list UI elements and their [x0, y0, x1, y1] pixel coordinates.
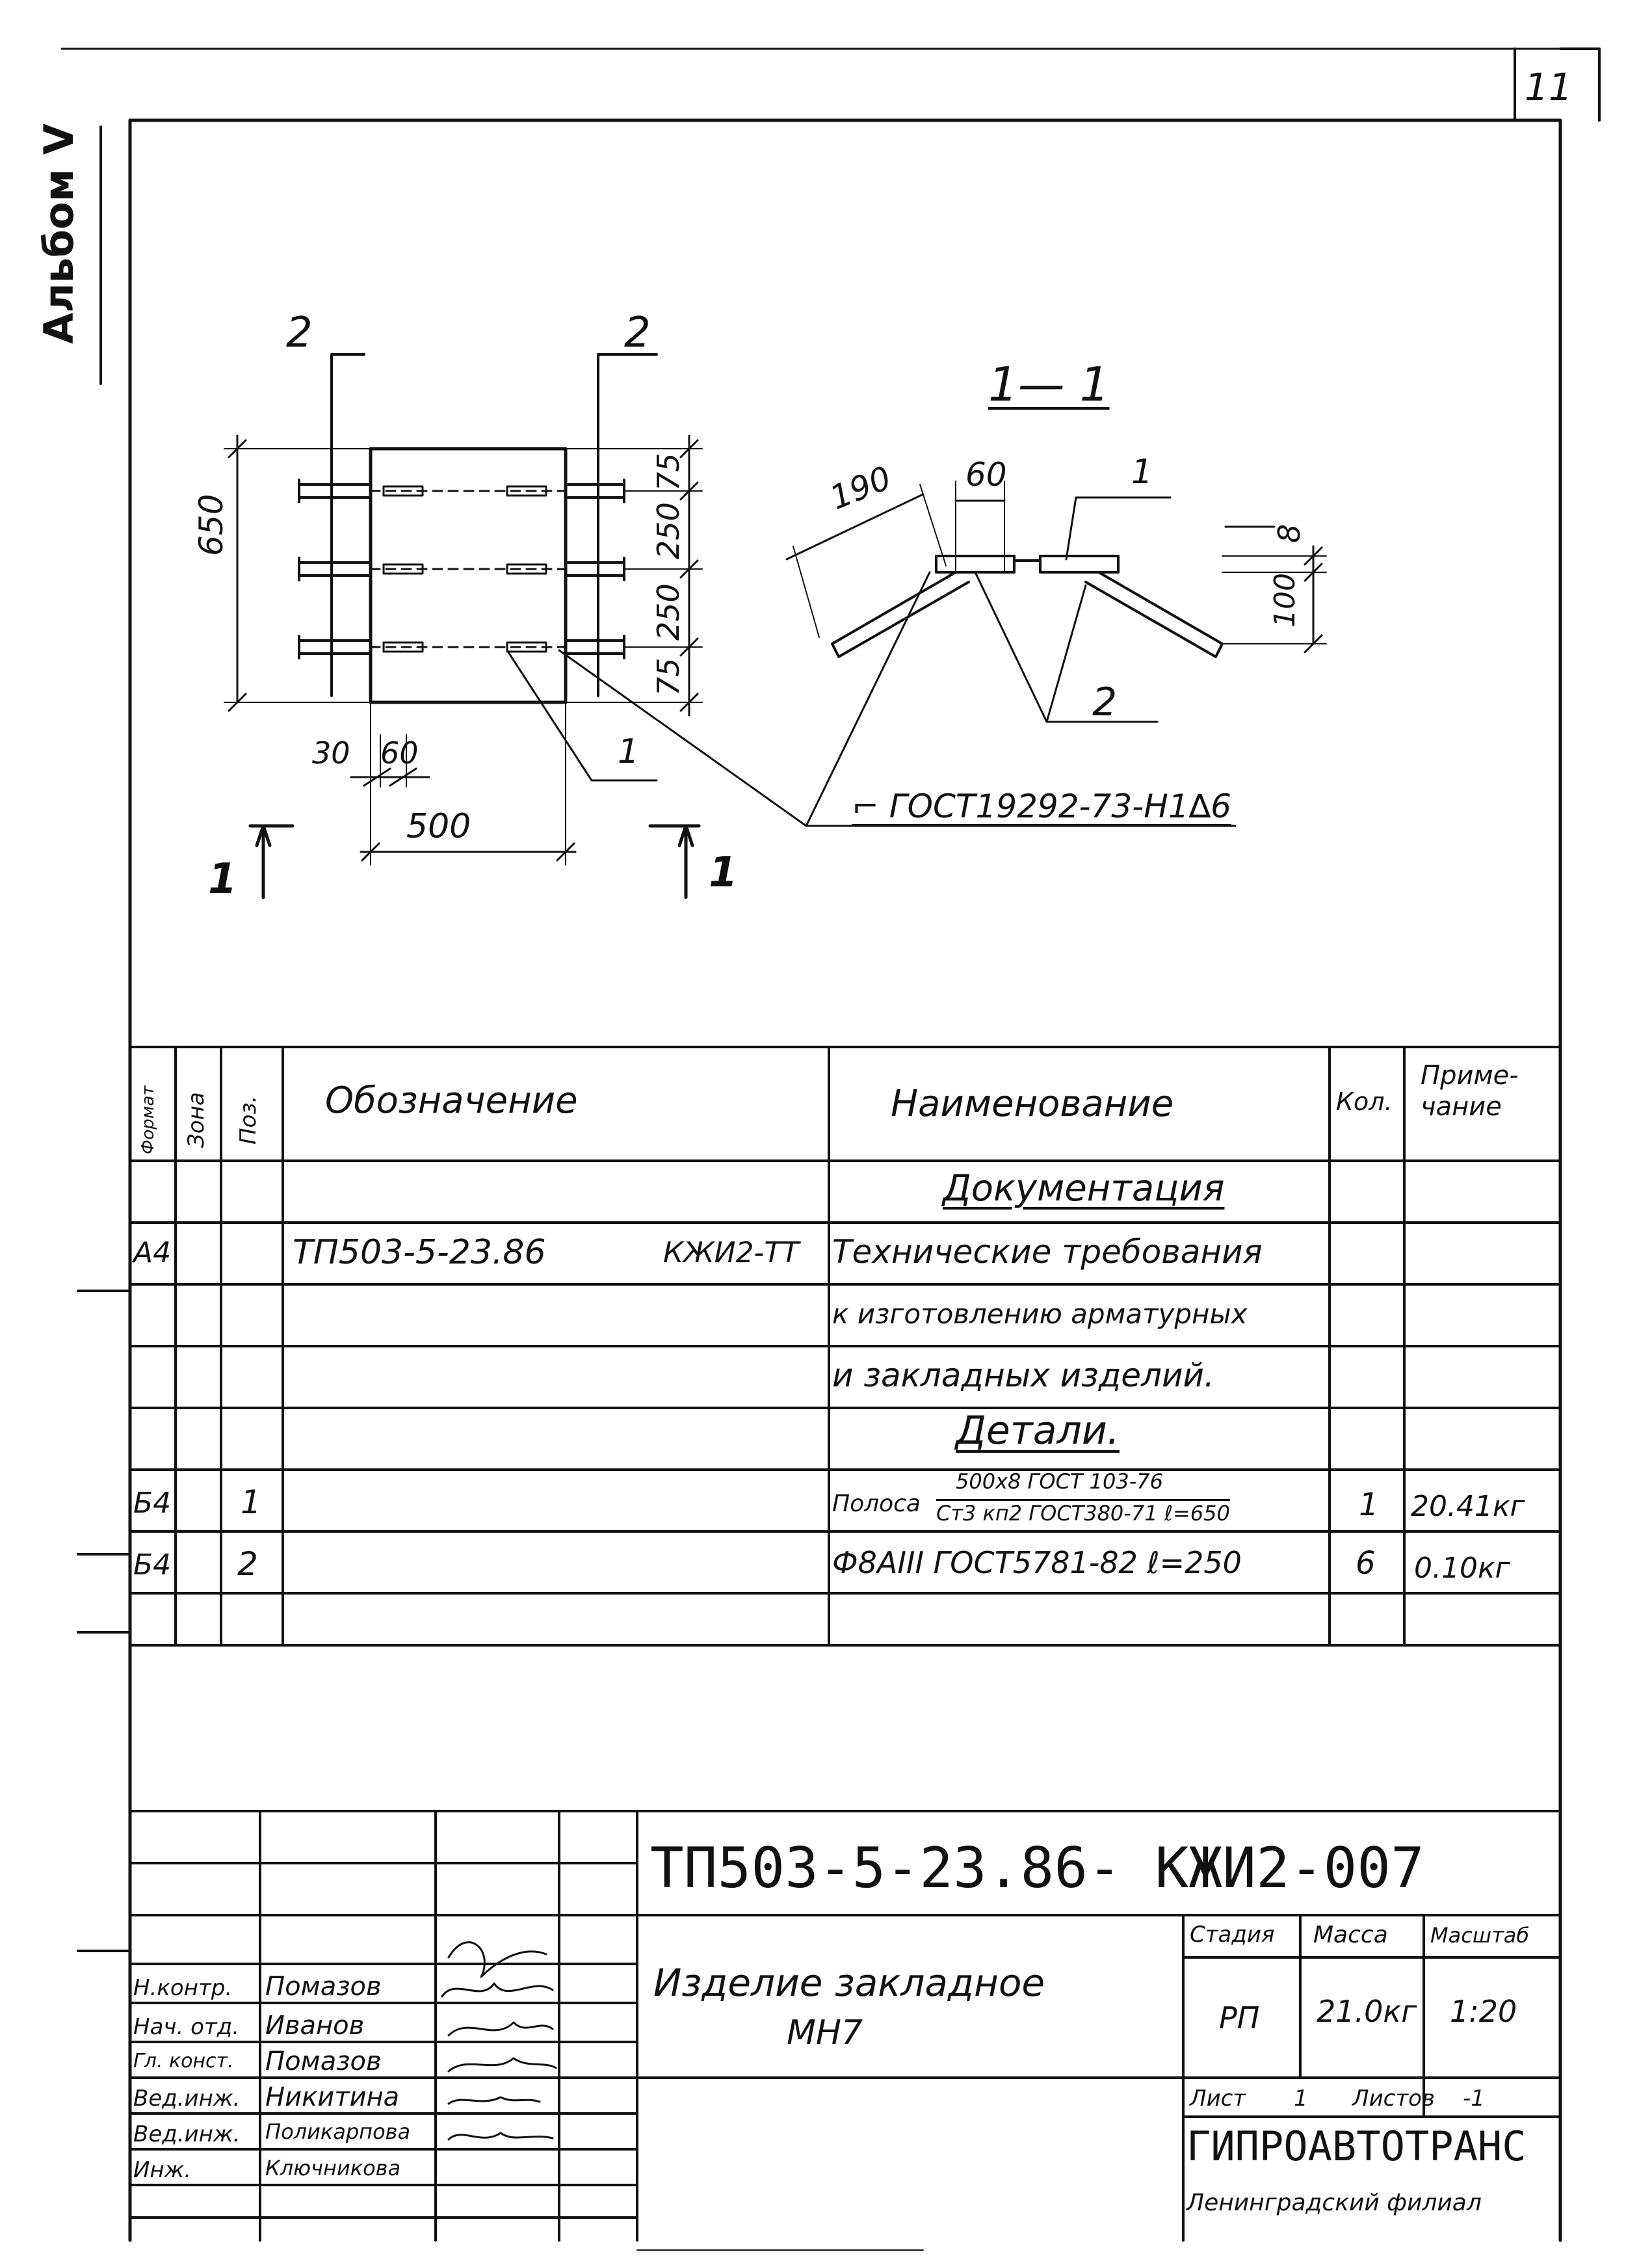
section-mark-left: 2: [286, 309, 313, 357]
header-qty: Кол.: [1336, 1087, 1393, 1116]
row-polosa-prefix: Полоса: [832, 1490, 921, 1517]
section-mark-right: 2: [624, 309, 651, 357]
side-stamp-text: Альбом V: [35, 124, 83, 344]
stage-header: Стадия: [1190, 1922, 1275, 1948]
name-ved-inzh-1: Никитина: [265, 2082, 400, 2112]
row-designation-tp: ТП503-5-23.86: [293, 1233, 546, 1272]
row-name-rebar: Ф8АIII ГОСТ5781-82 ℓ=250: [832, 1545, 1242, 1580]
row-format-b4-1: Б4: [133, 1487, 172, 1520]
item-name-line1: Изделие закладное: [653, 1961, 1045, 2005]
dim-500: 500: [406, 807, 471, 846]
scale-value: 1:20: [1450, 1994, 1517, 2029]
document-code: ТП503-5-23.86- КЖИ2-007: [650, 1836, 1424, 1901]
mass-value: 21.0кг: [1317, 1994, 1417, 2029]
row-format-b4-2: Б4: [133, 1548, 172, 1582]
dim-75-bottom: 75: [651, 657, 686, 696]
sheet-value: 1: [1294, 2086, 1308, 2112]
leader-1-section: 1: [1131, 453, 1153, 492]
header-pos: Поз.: [235, 1095, 261, 1145]
role-n-kontr: Н.контр.: [133, 1975, 233, 2001]
header-designation: Обозначение: [325, 1080, 578, 1122]
row-polosa-denominator: Ст3 кп2 ГОСТ380-71 ℓ=650: [936, 1499, 1230, 1524]
name-ved-inzh-2: Поликарпова: [265, 2119, 411, 2144]
dim-190: 190: [824, 458, 897, 518]
stage-value: РП: [1219, 2000, 1260, 2035]
header-name: Наименование: [891, 1083, 1174, 1125]
row-name-tech-req-2: к изготовлению арматурных: [832, 1298, 1248, 1330]
row-qty-2: 6: [1356, 1545, 1376, 1582]
row-pos-1: 1: [241, 1483, 261, 1521]
row-name-documentation: Документация: [943, 1167, 1225, 1210]
header-note: Приме- чание: [1421, 1061, 1519, 1122]
item-name-line2: МН7: [787, 2013, 863, 2052]
mass-header: Масса: [1313, 1922, 1388, 1948]
row-note-1: 20.41кг: [1411, 1490, 1525, 1523]
scale-header: Масштаб: [1430, 1923, 1530, 1948]
row-pos-2: 2: [237, 1545, 258, 1583]
row-name-tech-req: Технические требования: [832, 1233, 1263, 1271]
section-view-label-left: 1: [208, 855, 237, 903]
row-note-2: 0.10кг: [1414, 1552, 1510, 1585]
organization-name: ГИПРОАВТОТРАНС: [1187, 2123, 1527, 2170]
role-inzh: Инж.: [133, 2157, 192, 2183]
dim-60-plan: 60: [380, 735, 419, 771]
name-inzh: Ключникова: [265, 2156, 401, 2180]
role-gl-konst: Гл. конст.: [133, 2050, 234, 2073]
role-ved-inzh-1: Вед.инж.: [133, 2086, 241, 2112]
name-n-kontr: Помазов: [265, 1972, 382, 2002]
section-title: 1— 1: [988, 357, 1110, 412]
header-zone: Зона: [183, 1092, 209, 1148]
leader-2-section: 2: [1092, 680, 1118, 725]
weld-note: ⌐ ГОСТ19292-73-Н1∆6: [852, 788, 1231, 825]
role-ved-inzh-2: Вед.инж.: [133, 2121, 241, 2147]
row-format-a4: А4: [133, 1236, 172, 1269]
row-name-details: Детали.: [956, 1408, 1120, 1453]
sheets-label: Листов: [1352, 2086, 1436, 2112]
row-polosa-numerator: 500х8 ГОСТ 103-76: [956, 1469, 1163, 1494]
dim-30: 30: [312, 735, 350, 771]
dim-250-b: 250: [651, 583, 686, 641]
branch-name: Ленинградский филиал: [1187, 2190, 1482, 2216]
dim-250-a: 250: [651, 502, 686, 559]
row-name-tech-req-3: и закладных изделий.: [832, 1357, 1214, 1394]
dim-60-section: 60: [965, 456, 1007, 494]
header-format: Формат: [138, 1085, 158, 1154]
name-nach-otd: Иванов: [265, 2011, 365, 2041]
dim-8: 8: [1272, 523, 1307, 543]
row-qty-1: 1: [1359, 1487, 1379, 1523]
section-view-label-right: 1: [709, 849, 738, 897]
row-designation-code: КЖИ2-ТТ: [663, 1236, 800, 1269]
sheet-number: 11: [1525, 65, 1573, 109]
sheet-label: Лист: [1190, 2086, 1246, 2112]
role-nach-otd: Нач. отд.: [133, 2014, 240, 2040]
dim-75-top: 75: [651, 453, 686, 491]
dim-100: 100: [1268, 573, 1302, 628]
leader-1-plan: 1: [618, 732, 640, 771]
sheets-value: -1: [1463, 2086, 1485, 2112]
name-gl-konst: Помазов: [265, 2046, 382, 2076]
dim-650: 650: [192, 494, 230, 556]
